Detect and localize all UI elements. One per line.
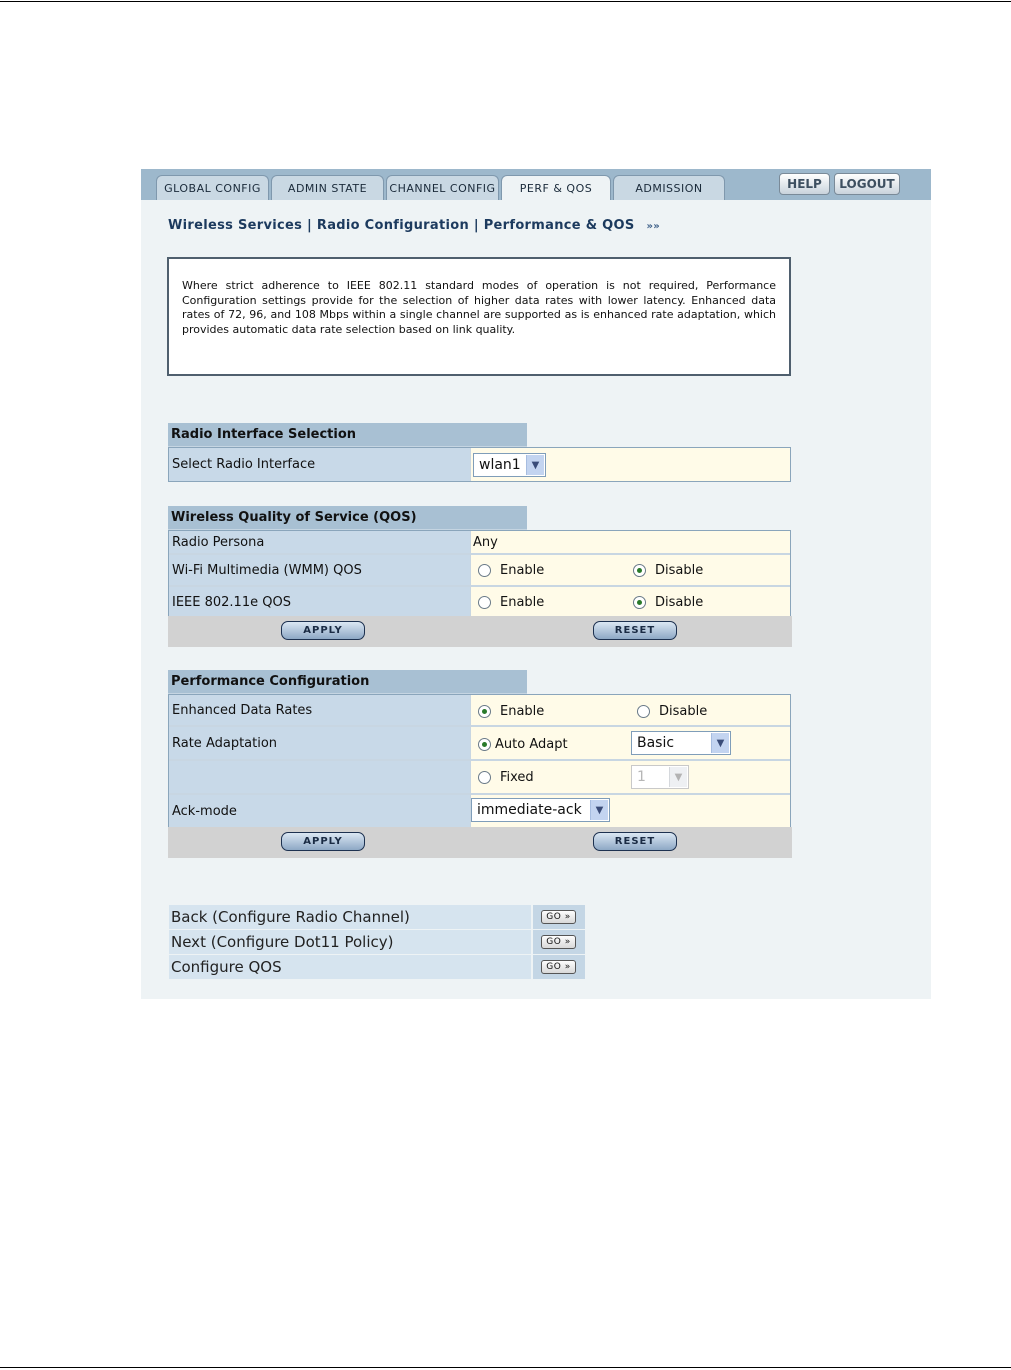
nav-qos-cell (531, 955, 585, 979)
auto-adapt-label: Auto Adapt (495, 737, 568, 752)
ieee-enable-label: Enable (500, 595, 545, 610)
description-box: Where strict adherence to IEEE 802.11 standard modes of operation is not required, Performance Configuration settings provide for the selection of higher data rates with lower latency. Enhanced data rates of 72, 96, and 108 Mbps within a single channel are supported as is enhanced rate adaptation, which provides automatic data rate selection based on link quality. (167, 257, 791, 376)
nav-next-row (169, 930, 585, 954)
help-button[interactable]: HELP (779, 173, 830, 195)
radio-interface-row (169, 448, 790, 481)
ieee-qos-label: IEEE 802.11e QOS (169, 587, 470, 618)
app-window (141, 169, 931, 999)
chevron-down-icon: ▼ (590, 800, 608, 820)
fixed-rate-row (169, 761, 790, 795)
breadcrumb-arrows-icon: »» (646, 221, 661, 232)
wmm-enable-label: Enable (500, 563, 545, 578)
fixed-rate-options (471, 761, 790, 793)
radio-unchecked-icon (478, 596, 491, 609)
radio-persona-value: Any (471, 531, 790, 553)
radio-interface-select-value: wlan1 (479, 457, 521, 473)
radio-checked-icon (633, 564, 646, 577)
tab-bar (141, 169, 931, 200)
nav-back-cell (531, 905, 585, 929)
auto-adapt-radio[interactable] (478, 737, 568, 752)
radio-persona-label: Radio Persona (169, 531, 470, 553)
ieee-disable-label: Disable (655, 595, 704, 610)
breadcrumb-text: Wireless Services | Radio Configuration | Performance & QOS (168, 218, 635, 233)
radio-unchecked-icon (637, 705, 650, 718)
radio-interface-header: Radio Interface Selection (168, 423, 527, 447)
auto-adapt-select[interactable] (631, 731, 731, 755)
ack-mode-select-value: immediate-ack (477, 802, 582, 818)
ack-mode-row (169, 795, 790, 827)
chevron-down-icon: ▼ (669, 767, 687, 787)
logout-button[interactable]: LOGOUT (834, 173, 900, 195)
ack-mode-select[interactable] (471, 798, 610, 822)
tab-perf-qos[interactable]: PERF & QOS (501, 175, 611, 200)
ieee-disable-radio[interactable] (633, 595, 703, 610)
ieee-enable-radio[interactable] (478, 595, 544, 610)
wmm-disable-label: Disable (655, 563, 704, 578)
tab-global-config[interactable]: GLOBAL CONFIG (156, 175, 269, 200)
ieee-qos-row (169, 587, 790, 618)
tab-channel-config[interactable]: CHANNEL CONFIG (386, 175, 499, 200)
rate-adaptation-label: Rate Adaptation (169, 727, 470, 759)
wmm-enable-radio[interactable] (478, 563, 544, 578)
page-top-rule (0, 1, 1011, 2)
nav-back-label: Back (Configure Radio Channel) (171, 908, 410, 926)
qos-button-bar (168, 616, 792, 647)
wmm-qos-row (169, 555, 790, 587)
nav-links-table (169, 905, 585, 980)
nav-qos-row (169, 955, 585, 979)
chevron-down-icon: ▼ (526, 455, 544, 475)
edr-label: Enhanced Data Rates (169, 695, 470, 725)
perf-reset-button[interactable]: RESET (593, 832, 677, 851)
tab-admission[interactable]: ADMISSION (613, 175, 725, 200)
perf-apply-button[interactable]: APPLY (281, 832, 365, 851)
ack-mode-cell (471, 795, 790, 827)
edr-options (471, 695, 790, 725)
fixed-rate-select (631, 765, 689, 789)
select-radio-interface-cell (471, 448, 790, 481)
qos-header: Wireless Quality of Service (QOS) (168, 506, 527, 530)
radio-persona-row (169, 531, 790, 555)
perf-button-bar (168, 827, 792, 858)
rate-adaptation-options (471, 727, 790, 759)
wmm-disable-radio[interactable] (633, 563, 703, 578)
nav-back-go-button[interactable]: GO » (541, 910, 576, 924)
select-radio-interface-label: Select Radio Interface (169, 448, 470, 481)
qos-table (168, 530, 791, 617)
wmm-qos-options (471, 555, 790, 585)
page-bottom-rule (0, 1367, 1011, 1368)
perf-header: Performance Configuration (168, 670, 527, 694)
qos-reset-button[interactable]: RESET (593, 621, 677, 640)
ieee-qos-options (471, 587, 790, 618)
radio-unchecked-icon (478, 564, 491, 577)
qos-apply-button[interactable]: APPLY (281, 621, 365, 640)
nav-back-row (169, 905, 585, 929)
ack-mode-label: Ack-mode (169, 795, 470, 827)
edr-row (169, 695, 790, 727)
auto-adapt-select-value: Basic (637, 735, 675, 751)
nav-next-cell (531, 930, 585, 954)
fixed-rate-label-cell (169, 761, 470, 793)
nav-qos-label: Configure QOS (171, 958, 282, 976)
edr-enable-label: Enable (500, 704, 545, 719)
perf-table (168, 694, 791, 828)
edr-disable-label: Disable (659, 704, 708, 719)
fixed-label: Fixed (500, 770, 534, 785)
breadcrumb (168, 218, 660, 233)
wmm-qos-label: Wi-Fi Multimedia (WMM) QOS (169, 555, 470, 585)
nav-qos-go-button[interactable]: GO » (541, 960, 576, 974)
tab-admin-state[interactable]: ADMIN STATE (271, 175, 384, 200)
radio-checked-icon (633, 596, 646, 609)
radio-interface-select[interactable] (473, 453, 546, 477)
edr-enable-radio[interactable] (478, 704, 544, 719)
nav-next-label: Next (Configure Dot11 Policy) (171, 933, 394, 951)
nav-next-go-button[interactable]: GO » (541, 935, 576, 949)
fixed-radio[interactable] (478, 770, 534, 785)
edr-disable-radio[interactable] (637, 704, 707, 719)
radio-interface-table (168, 447, 791, 482)
rate-adaptation-row (169, 727, 790, 761)
radio-checked-icon (478, 705, 491, 718)
chevron-down-icon: ▼ (711, 733, 729, 753)
fixed-rate-select-value: 1 (637, 769, 646, 785)
radio-checked-icon (478, 738, 491, 751)
radio-unchecked-icon (478, 771, 491, 784)
